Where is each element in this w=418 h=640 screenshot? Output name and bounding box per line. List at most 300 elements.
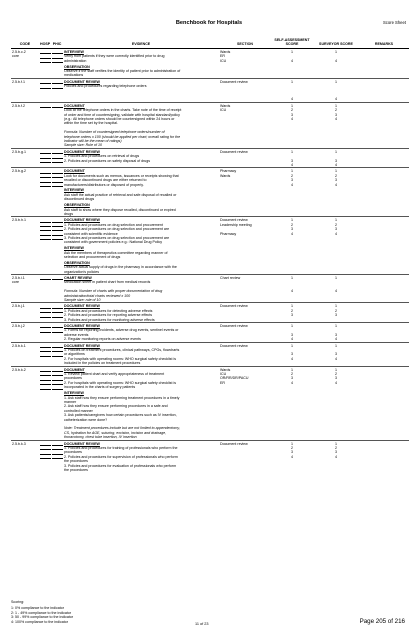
indicator-code (11, 323, 39, 343)
hosp-check-line[interactable] (40, 455, 51, 459)
surveyor-score-cell (313, 102, 359, 148)
section-line: Document review (220, 149, 248, 154)
table-row (11, 102, 409, 148)
section-line: Document review (220, 343, 248, 348)
phic-check-line[interactable] (52, 385, 63, 389)
evidence-line: of order and time of countersigning, validate with hospital standard/policy (64, 112, 180, 117)
evidence-line: catheterization were done? (64, 417, 108, 422)
surveyor-score-option[interactable]: 4 (335, 337, 337, 342)
surveyor-score-option[interactable]: 1 (335, 50, 337, 54)
self-score-option[interactable]: 1 (291, 275, 293, 280)
evidence-line: Ask staff the actual practice of retrieval and safe disposal of recalled or (64, 192, 177, 197)
section-line: ICU (220, 58, 227, 63)
hosp-check-line[interactable] (40, 104, 51, 108)
surveyor-score-option[interactable]: 2 (335, 173, 337, 178)
remarks-cell[interactable] (359, 303, 409, 323)
evidence-line: manufacturers/distributors or disposed of properly. (64, 182, 144, 187)
indicator-code (11, 303, 39, 323)
hosp-check-line[interactable] (40, 385, 51, 389)
self-score-option[interactable]: 1 (291, 79, 293, 84)
code-text: core (12, 280, 19, 285)
section-line: Wards (220, 173, 231, 178)
evidence-heading: INTERVIEW (64, 188, 84, 193)
hosp-checkbox-cell (39, 274, 51, 302)
page-number: 11 of 23 (195, 622, 209, 626)
self-score-option[interactable]: 3 (291, 450, 293, 455)
evidence-cell (63, 342, 219, 366)
hosp-checkbox-cell (39, 217, 51, 275)
hosp-check-line[interactable] (40, 352, 51, 356)
section-cell (219, 148, 271, 168)
evidence-heading: DOCUMENT REVIEW (64, 149, 100, 154)
phic-checkbox-cell (51, 274, 63, 302)
evidence-heading: CHART REVIEW (64, 275, 92, 280)
surveyor-score-cell (313, 366, 359, 440)
hosp-check-line[interactable] (40, 84, 51, 88)
evidence-line: Sample size: rule of 10 (64, 297, 101, 302)
evidence-line: 2. Policies and procedures for reporting adverse effects (64, 313, 153, 318)
evidence-line: procedures (64, 376, 82, 381)
surveyor-score-option[interactable]: 3 (335, 332, 337, 337)
remarks-cell[interactable] (359, 102, 409, 148)
hosp-checkbox-cell (39, 303, 51, 323)
surveyor-score-cell (313, 148, 359, 168)
evidence-line: Policies and procedures regarding telephone orders (64, 84, 147, 89)
section-cell (219, 102, 271, 148)
evidence-line: Ask staff to show where they dispose recalled, discontinued or expired (64, 207, 176, 212)
surveyor-score-option[interactable]: 2 (335, 445, 337, 450)
phic-check-line[interactable] (52, 313, 63, 317)
section-line: Document review (220, 324, 248, 329)
evidence-cell (63, 168, 219, 217)
surveyor-score-option[interactable]: 1 (335, 169, 337, 174)
surveyor-score-cell (313, 49, 359, 79)
indicator-code (11, 274, 39, 302)
table-row (11, 168, 409, 217)
evidence-line: 1. Policies and procedures on drug selection and procurement (64, 222, 163, 227)
code-text: core (12, 54, 19, 59)
evidence-line: 1. Policies and procedures on retrieval of drugs (64, 154, 140, 159)
evidence-line: discontinued drugs (64, 197, 95, 202)
evidence-line: the procedures (64, 467, 88, 472)
surveyor-score-option[interactable]: 3 (335, 227, 337, 232)
evidence-line: Look at the telephone orders in the charts. Take note of the time of receipt (64, 108, 182, 113)
evidence-cell (63, 303, 219, 323)
phic-checkbox-cell (51, 49, 63, 79)
scoring-item: 3: 50 - 99% compliance to the indicator (11, 615, 74, 620)
indicator-code (11, 49, 39, 79)
surveyor-score-option[interactable]: 1 (335, 79, 337, 84)
code-text: 2.5.b.k.2 (12, 367, 26, 372)
indicator-code (11, 440, 39, 472)
surveyor-score-option[interactable]: 4 (335, 289, 337, 294)
evidence-line: administration (64, 58, 87, 63)
self-score-option[interactable]: 2 (291, 308, 293, 313)
scoring-legend (11, 600, 73, 624)
indicator-code (11, 148, 39, 168)
self-score-option[interactable]: 2 (291, 445, 293, 450)
self-score-option[interactable]: 1 (291, 304, 293, 309)
phic-check-line[interactable] (52, 276, 63, 280)
self-score-option[interactable]: 1 (291, 169, 293, 174)
section-cell (219, 366, 271, 440)
section-line: Document review (220, 79, 248, 84)
evidence-heading: DOCUMENT REVIEW (64, 304, 100, 309)
phic-checkbox-cell (51, 148, 63, 168)
surveyor-score-option[interactable]: 4 (335, 380, 337, 385)
self-score-option[interactable]: 3 (291, 376, 293, 381)
evidence-line: manner (64, 399, 77, 404)
hosp-checkbox-cell (39, 49, 51, 79)
evidence-heading: DOCUMENT REVIEW (64, 441, 100, 446)
scoring-title: Scoring: (11, 600, 25, 604)
score-sheet-label: Score Sheet (382, 20, 406, 25)
surveyor-score-option[interactable]: 1 (335, 324, 337, 329)
surveyor-score-option[interactable]: 3 (335, 178, 337, 183)
phic-checkbox-cell (51, 303, 63, 323)
col-header-code: CODE (11, 37, 39, 49)
section-line: Wards (220, 50, 231, 54)
hosp-check-line[interactable] (40, 313, 51, 317)
hosp-check-line[interactable] (40, 276, 51, 280)
indicator-code (11, 102, 39, 148)
scoring-item: 2: 1 - 49% compliance to the indicator (11, 610, 72, 615)
phic-checkbox-cell (51, 342, 63, 366)
evidence-line: the procedures (64, 459, 88, 464)
section-cell (219, 323, 271, 343)
table-row (11, 323, 409, 343)
evidence-line: Sample size: Rule of 10 (64, 143, 102, 148)
code-text: 2.5.b.i.1 (12, 275, 25, 280)
self-score-cell (271, 366, 313, 440)
evidence-cell (63, 440, 219, 472)
surveyor-score-option[interactable]: 1 (335, 367, 337, 372)
hosp-check-line[interactable] (40, 59, 51, 63)
section-line: Pharmacy (220, 169, 237, 174)
section-cell (219, 303, 271, 323)
indicator-code (11, 342, 39, 366)
self-score-option[interactable]: 1 (291, 103, 293, 108)
self-score-option[interactable]: 4 (291, 356, 293, 361)
phic-checkbox-cell (51, 217, 63, 275)
surveyor-score-option[interactable]: 4 (335, 356, 337, 361)
table-row (11, 440, 409, 472)
surveyor-score-option[interactable]: 4 (335, 454, 337, 459)
table-header-row (11, 37, 409, 49)
code-text: 2.5.b.k.3 (12, 441, 26, 446)
surveyor-score-option[interactable]: 3 (335, 313, 337, 318)
self-score-option[interactable]: 3 (291, 178, 293, 183)
evidence-line: 3. Policies and procedures for evaluation of professionals who perform (64, 463, 177, 468)
hosp-checkbox-cell (39, 440, 51, 472)
hosp-checkbox-cell (39, 323, 51, 343)
surveyor-score-option[interactable]: 3 (335, 376, 337, 381)
surveyor-score-option[interactable]: 3 (335, 112, 337, 117)
remarks-cell[interactable] (359, 366, 409, 440)
phic-check-line[interactable] (52, 59, 63, 63)
hosp-checkbox-cell (39, 148, 51, 168)
evidence-line: thoracotomy, chest tube insertion, IV insertion (64, 435, 137, 440)
surveyor-score-option[interactable]: 1 (335, 218, 337, 223)
hosp-checkbox-cell (39, 366, 51, 440)
surveyor-score-option[interactable]: 4 (335, 97, 337, 102)
page-footer (11, 600, 409, 640)
evidence-line: Formula: Number of charts with proper documentation of drug (64, 289, 163, 294)
page-of-total: Page 205 of 216 (359, 618, 405, 625)
self-score-option[interactable]: 3 (291, 313, 293, 318)
surveyor-score-option[interactable]: 2 (335, 222, 337, 227)
section-cell (219, 217, 271, 275)
self-score-option[interactable]: 3 (291, 352, 293, 357)
evidence-line: Observe if the staff verifies the identity of patient prior to administration of (64, 69, 181, 74)
evidence-line: 2. For hospitals with operating rooms: WHO surgical safety checklist is (64, 356, 177, 361)
self-score-option[interactable]: 1 (291, 367, 293, 372)
phic-check-line[interactable] (52, 159, 63, 163)
evidence-line: 3. Ask patients/caregivers how certain procedures such as IV insertion, (64, 413, 177, 418)
phic-checkbox-cell (51, 323, 63, 343)
self-score-option[interactable]: 2 (291, 222, 293, 227)
evidence-line: 2. Ask staff how they ensure performing procedures in a safe and (64, 404, 168, 409)
self-score-cell (271, 217, 313, 275)
surveyor-score-option[interactable]: 3 (335, 450, 337, 455)
code-text: 2.5.b.g.2 (12, 169, 26, 174)
evidence-line: Medication sheet in patient chart from medical records (64, 280, 151, 285)
remarks-cell[interactable] (359, 274, 409, 302)
surveyor-score-cell (313, 168, 359, 217)
section-line: Document review (220, 218, 248, 223)
evidence-line: administration/total charts reviewed x 100 (64, 293, 131, 298)
section-line: Leadership meeting (220, 222, 252, 227)
code-text: 2.5.b.g.1 (12, 149, 26, 154)
section-line: ER (220, 380, 225, 385)
section-cell (219, 168, 271, 217)
self-score-option[interactable]: 4 (291, 380, 293, 385)
surveyor-score-cell (313, 303, 359, 323)
self-score-option[interactable]: 1 (291, 441, 293, 446)
self-score-option[interactable]: 4 (291, 97, 293, 102)
evidence-line: Note: Treatment procedures include but are not limited to appendectomy, (64, 426, 180, 431)
phic-checkbox-cell (51, 168, 63, 217)
self-score-cell (271, 440, 313, 472)
section-line: Pharmacy (220, 231, 237, 236)
evidence-line: Look for documents such as memos, issuances or receipts showing that (64, 173, 179, 178)
surveyor-score-option[interactable]: 1 (335, 304, 337, 309)
phic-checkbox-cell (51, 102, 63, 148)
indicator-code (11, 217, 39, 275)
self-score-option[interactable]: 3 (291, 112, 293, 117)
table-row (11, 217, 409, 275)
surveyor-score-cell (313, 342, 359, 366)
remarks-cell[interactable] (359, 49, 409, 79)
surveyor-score-option[interactable]: 1 (335, 343, 337, 348)
hosp-check-line[interactable] (40, 328, 51, 332)
self-score-option[interactable]: 3 (291, 332, 293, 337)
code-text: 2.5.b.c.2 (12, 50, 26, 54)
self-score-option[interactable]: 1 (291, 50, 293, 54)
evidence-heading: DOCUMENT REVIEW (64, 343, 100, 348)
surveyor-score-option[interactable]: 4 (335, 58, 337, 63)
evidence-line: (e.g.: All telephone orders should be countersigned within 24 hours or (64, 117, 175, 122)
phic-checkbox-cell (51, 440, 63, 472)
evidence-line: telephone orders x 100 (should be applied per chart; overall rating for the (64, 134, 181, 139)
self-score-option[interactable]: 4 (291, 117, 293, 122)
self-score-option[interactable]: 4 (291, 454, 293, 459)
table-row (11, 366, 409, 440)
phic-check-line[interactable] (52, 352, 63, 356)
self-score-option[interactable]: 4 (291, 289, 293, 294)
col-header-surveyor-score: SURVEYOR SCORE (313, 37, 359, 49)
evidence-heading: DOCUMENT (64, 103, 85, 108)
phic-check-line[interactable] (52, 328, 63, 332)
section-line: Document review (220, 441, 248, 446)
hosp-checkbox-cell (39, 168, 51, 217)
self-score-option[interactable]: 2 (291, 108, 293, 113)
surveyor-score-option[interactable]: 2 (335, 308, 337, 313)
scoring-item: 4: 100% compliance to the indicator (11, 619, 68, 624)
section-line: ICU (220, 108, 227, 113)
self-score-cell (271, 274, 313, 302)
surveyor-score-option[interactable]: 3 (335, 158, 337, 163)
self-score-option[interactable]: 4 (291, 182, 293, 187)
code-text: 2.5.b.k.1 (12, 343, 26, 348)
self-score-cell (271, 323, 313, 343)
self-score-option[interactable]: 4 (291, 58, 293, 63)
self-score-option[interactable]: 1 (291, 343, 293, 348)
evidence-line: 1. Review patient chart and verify appropriateness of treatment (64, 372, 165, 377)
evidence-line: organization's policies (64, 269, 100, 274)
evidence-line: 2. Policies and procedures on drug selection and procurement are (64, 227, 170, 232)
self-score-option[interactable]: 1 (291, 218, 293, 223)
page-title: Benchbook for Hospitals (175, 20, 243, 26)
phic-check-line[interactable] (52, 236, 63, 240)
code-text: 2.5.b.j.2 (12, 324, 25, 329)
evidence-heading: DOCUMENT REVIEW (64, 79, 100, 84)
evidence-line: 1. Policies on treatment procedures, clinical pathways, CPGs, flowcharts (64, 348, 180, 353)
surveyor-score-cell (313, 440, 359, 472)
evidence-line: 1. Policies and procedures for detecting adverse effects (64, 308, 153, 313)
remarks-cell[interactable] (359, 168, 409, 217)
table-row (11, 303, 409, 323)
section-line: Chart review (220, 275, 241, 280)
remarks-cell[interactable] (359, 342, 409, 366)
self-score-option[interactable]: 4 (291, 231, 293, 236)
evidence-line: drugs (64, 211, 73, 216)
evidence-heading: INTERVIEW (64, 391, 84, 396)
surveyor-score-option[interactable]: 4 (335, 117, 337, 122)
evidence-cell (63, 78, 219, 102)
remarks-cell[interactable] (359, 440, 409, 472)
evidence-line: 2. Regular monitoring reports on adverse events (64, 337, 141, 342)
evidence-cell (63, 366, 219, 440)
table-row (11, 274, 409, 302)
self-score-option[interactable]: 2 (291, 173, 293, 178)
section-cell (219, 342, 271, 366)
col-header-phic: PHIC (51, 37, 63, 49)
phic-check-line[interactable] (52, 84, 63, 88)
phic-checkbox-cell (51, 366, 63, 440)
phic-check-line[interactable] (52, 183, 63, 187)
evidence-line: 1. Ask staff how they ensure performing treatment procedures in a timely (64, 395, 180, 400)
hosp-checkbox-cell (39, 342, 51, 366)
surveyor-score-option[interactable]: 4 (335, 231, 337, 236)
evidence-cell (63, 217, 219, 275)
section-line: Document review (220, 304, 248, 309)
self-score-option[interactable]: 3 (291, 227, 293, 232)
self-score-cell (271, 303, 313, 323)
phic-check-line[interactable] (52, 455, 63, 459)
col-header-evidence: EVIDENCE (63, 37, 219, 49)
section-line: Wards (220, 367, 231, 372)
evidence-line: selection and procurement of drugs (64, 254, 121, 259)
remarks-cell[interactable] (359, 148, 409, 168)
hosp-check-line[interactable] (40, 159, 51, 163)
page-header (0, 20, 418, 32)
surveyor-score-option[interactable]: 4 (335, 182, 337, 187)
evidence-line: CS, hydration for AGE, suturing, excision, incision and drainage, (64, 430, 167, 435)
self-score-cell (271, 102, 313, 148)
section-cell (219, 440, 271, 472)
evidence-line: 1. Policies and procedures for training of professionals who perform the (64, 445, 178, 450)
score-sheet-table (11, 37, 409, 472)
evidence-line: within the time set by the hospital. (64, 121, 118, 126)
remarks-cell[interactable] (359, 323, 409, 343)
surveyor-score-option[interactable]: 2 (335, 108, 337, 113)
remarks-cell[interactable] (359, 78, 409, 102)
evidence-line: Ask the members of therapeutics committee regarding manner of (64, 250, 168, 255)
self-score-option[interactable]: 1 (291, 324, 293, 329)
self-score-option[interactable]: 4 (291, 163, 293, 168)
self-score-option[interactable]: 1 (291, 149, 293, 154)
hosp-check-line[interactable] (40, 183, 51, 187)
evidence-cell (63, 274, 219, 302)
phic-check-line[interactable] (52, 104, 63, 108)
evidence-line: 2. Policies and procedures on safety disposal of drugs (64, 158, 151, 163)
surveyor-score-option[interactable]: 1 (335, 103, 337, 108)
self-score-option[interactable]: 2 (291, 372, 293, 377)
surveyor-score-option[interactable]: 2 (335, 372, 337, 377)
evidence-line: procedures (64, 450, 82, 455)
surveyor-score-option[interactable]: 1 (335, 275, 337, 280)
scoring-item: 1: 0% compliance to the indicator (11, 606, 64, 611)
code-text: 2.5.b.j.1 (12, 304, 25, 309)
indicator-code (11, 78, 39, 102)
surveyor-score-option[interactable]: 4 (335, 163, 337, 168)
remarks-cell[interactable] (359, 217, 409, 275)
section-cell (219, 274, 271, 302)
self-score-option[interactable]: 3 (291, 158, 293, 163)
surveyor-score-cell (313, 274, 359, 302)
surveyor-score-option[interactable]: 1 (335, 441, 337, 446)
section-cell (219, 78, 271, 102)
self-score-option[interactable]: 4 (291, 337, 293, 342)
evidence-heading: DOCUMENT (64, 169, 85, 174)
evidence-line: consistent with government policies e.g.: National Drug Policy (64, 240, 163, 245)
evidence-heading: OBSERVATION (64, 260, 90, 265)
evidence-cell (63, 323, 219, 343)
evidence-line: 2. For hospitals with operating rooms: WHO surgical safety checklist is (64, 380, 177, 385)
evidence-line: controlled manner (64, 408, 93, 413)
surveyor-score-cell (313, 217, 359, 275)
hosp-check-line[interactable] (40, 236, 51, 240)
hosp-checkbox-cell (39, 102, 51, 148)
evidence-line: 2. Policies and procedures for supervision of professionals who perform (64, 454, 178, 459)
surveyor-score-cell (313, 78, 359, 102)
surveyor-score-option[interactable]: 1 (335, 149, 337, 154)
phic-checkbox-cell (51, 78, 63, 102)
section-cell (219, 49, 271, 79)
evidence-cell (63, 102, 219, 148)
surveyor-score-option[interactable]: 3 (335, 352, 337, 357)
